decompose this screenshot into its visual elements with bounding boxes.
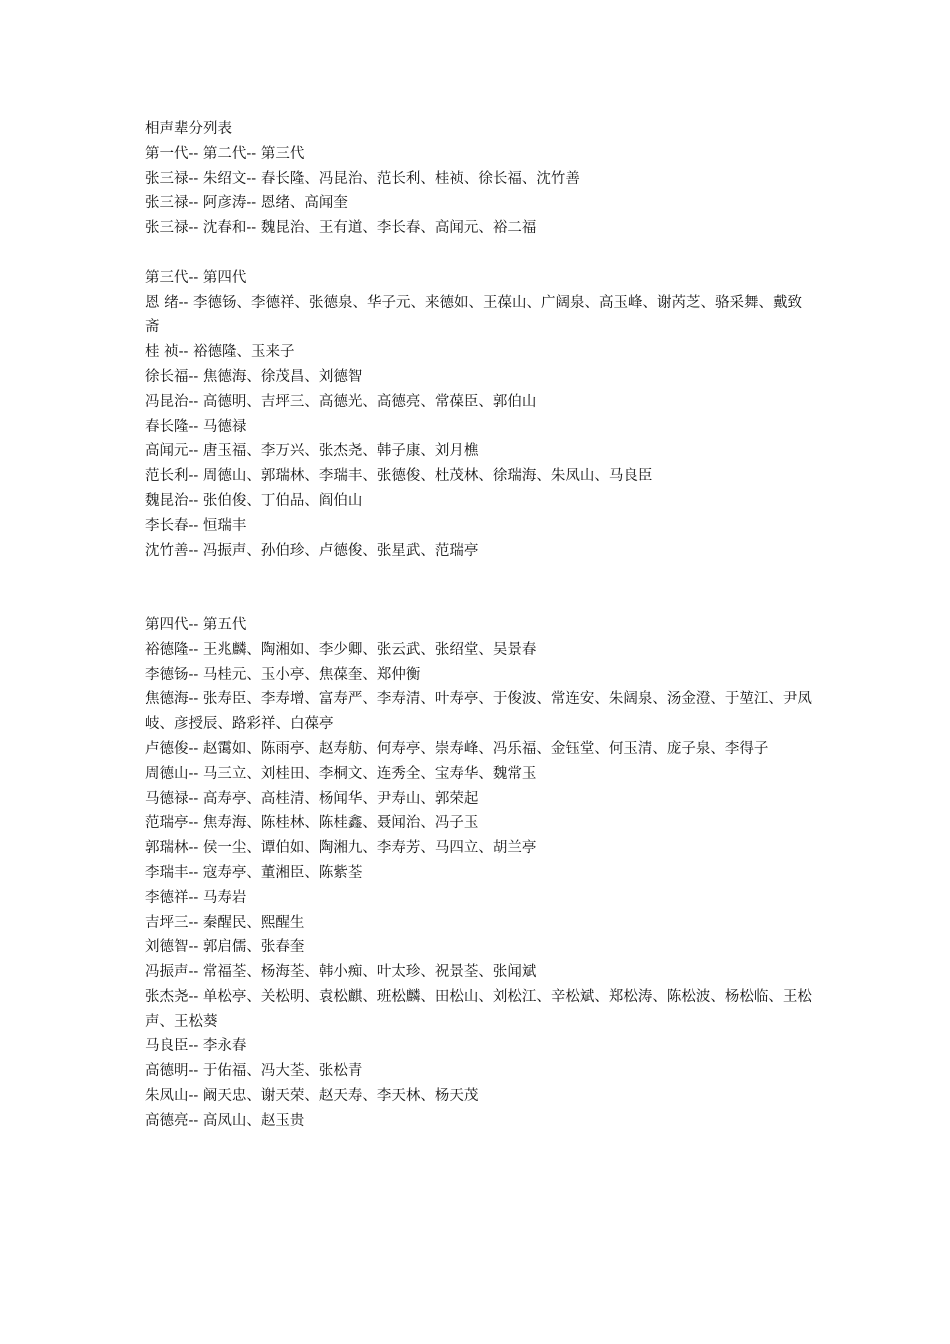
lineage-line: 李德祥-- 马寿岩: [145, 889, 247, 906]
lineage-line: 吉坪三-- 秦醒民、熙醒生: [145, 914, 305, 931]
lineage-line: 沈竹善-- 冯振声、孙伯珍、卢德俊、张星武、范瑞亭: [145, 542, 479, 559]
lineage-line: 郭瑞林-- 侯一尘、谭伯如、陶湘九、李寿芳、马四立、胡兰亭: [145, 840, 537, 857]
lineage-line: 高德亮-- 高凤山、赵玉贵: [145, 1112, 305, 1129]
document-title: 相声辈分列表: [145, 121, 232, 137]
lineage-line: 冯振声-- 常福荃、杨海荃、韩小痴、叶太珍、祝景荃、张闻斌: [145, 964, 537, 981]
lineage-line: 马良臣-- 李永春: [145, 1038, 247, 1055]
lineage-line: 范瑞亭-- 焦寿海、陈桂林、陈桂鑫、聂闻治、冯子玉: [145, 815, 479, 832]
section-gen4-5: [145, 613, 815, 1134]
lineage-line: 张杰尧-- 单松亭、关松明、袁松麒、班松麟、田松山、刘松江、辛松斌、郑松涛、陈松波、杨松临、王松声、王松葵: [145, 988, 812, 1030]
lineage-line: 刘德智-- 郭启儒、张春奎: [145, 939, 305, 956]
spacer: [145, 563, 815, 613]
lineage-line: 张三禄-- 朱绍文-- 春长隆、冯昆治、范长利、桂祯、徐长福、沈竹善: [145, 170, 580, 187]
section-gen3-4: [145, 266, 815, 564]
lineage-line: 高闻元-- 唐玉福、李万兴、张杰尧、韩子康、刘月樵: [145, 443, 479, 460]
document-page: [145, 117, 815, 1134]
lineage-line: 卢德俊-- 赵霭如、陈雨亭、赵寿舫、何寿亭、崇寿峰、冯乐福、金钰堂、何玉清、庞子泉、李得子: [145, 740, 769, 757]
lineage-line: 徐长福-- 焦德海、徐茂昌、刘德智: [145, 368, 363, 385]
lineage-line: 李瑞丰-- 寇寿亭、董湘臣、陈紫荃: [145, 864, 363, 881]
spacer: [145, 241, 815, 266]
lineage-line: 魏昆治-- 张伯俊、丁伯品、阎伯山: [145, 492, 363, 509]
lineage-line: 高德明-- 于佑福、冯大荃、张松青: [145, 1063, 363, 1080]
lineage-line: 裕德隆-- 王兆麟、陶湘如、李少卿、张云武、张绍堂、吴景春: [145, 641, 537, 658]
lineage-line: 范长利-- 周德山、郭瑞林、李瑞丰、张德俊、杜茂林、徐瑞海、朱凤山、马良臣: [145, 468, 653, 485]
lineage-line: 李德钖-- 马桂元、玉小亭、焦葆奎、郑仲衡: [145, 666, 421, 683]
lineage-line: 张三禄-- 沈春和-- 魏昆治、王有道、李长春、高闻元、裕二福: [145, 220, 537, 237]
section-header: 第一代-- 第二代-- 第三代: [145, 145, 305, 162]
lineage-line: 张三禄-- 阿彦涛-- 恩绪、高闻奎: [145, 195, 348, 212]
lineage-line: 焦德海-- 张寿臣、李寿增、富寿严、李寿清、叶寿亭、于俊波、常连安、朱阔泉、汤金澄、于堃江、尹凤岐、彦授辰、路彩祥、白葆亭: [145, 691, 812, 733]
lineage-line: 春长隆-- 马德禄: [145, 418, 247, 435]
lineage-line: 李长春-- 恒瑞丰: [145, 517, 247, 534]
section-gen1-3: [145, 142, 815, 241]
lineage-line: 朱凤山-- 阚天忠、谢天荣、赵天寿、李天林、杨天茂: [145, 1088, 479, 1105]
lineage-line: 马德禄-- 高寿亭、高桂清、杨闻华、尹寿山、郭荣起: [145, 790, 479, 807]
lineage-line: 恩 绪-- 李德钖、李德祥、张德泉、华子元、来德如、王葆山、广阔泉、高玉峰、谢芮芝、骆采舞、戴致斋: [145, 294, 803, 336]
lineage-line: 周德山-- 马三立、刘桂田、李桐文、连秀全、宝寿华、魏常玉: [145, 765, 537, 782]
section-header: 第三代-- 第四代: [145, 269, 247, 286]
section-header: 第四代-- 第五代: [145, 616, 247, 633]
lineage-line: 冯昆治-- 高德明、吉坪三、高德光、高德亮、常葆臣、郭伯山: [145, 393, 537, 410]
lineage-line: 桂 祯-- 裕德隆、玉来子: [145, 344, 295, 361]
